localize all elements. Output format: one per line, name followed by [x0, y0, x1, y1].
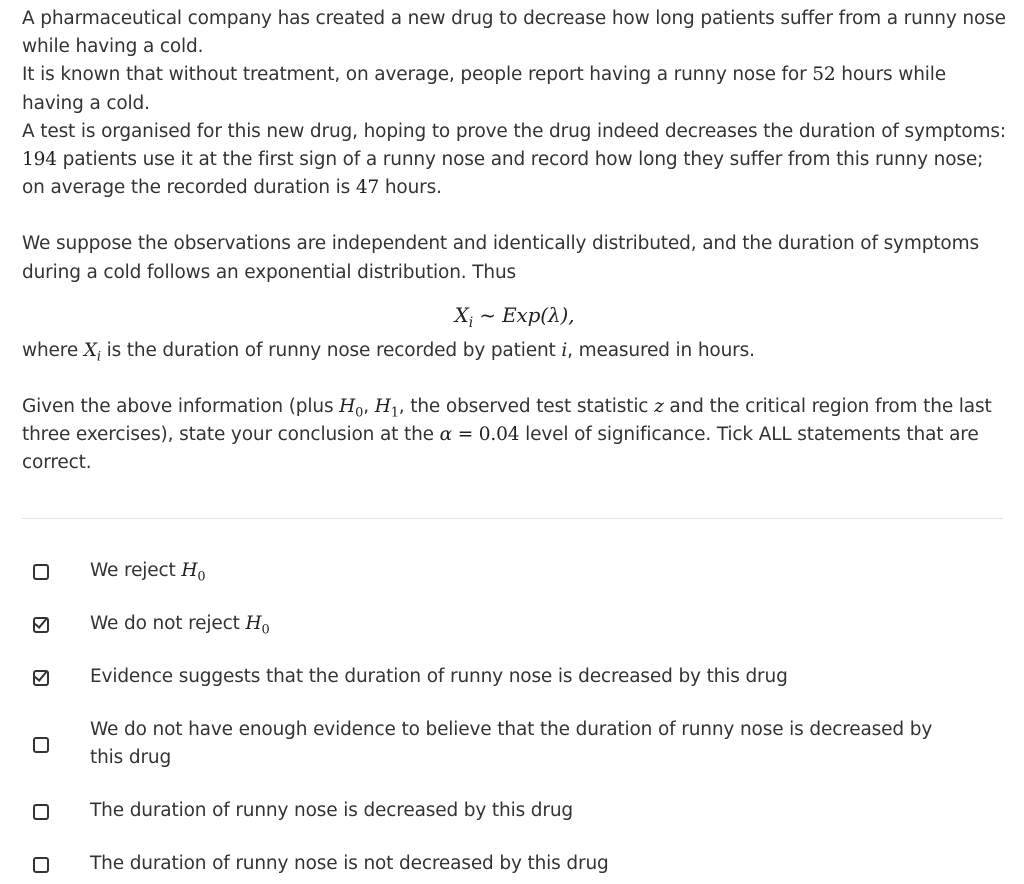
formula-distribution: Exp(λ), [502, 302, 575, 327]
option-text: We do not reject [90, 613, 246, 634]
alternative-hypothesis-symbol: H [374, 396, 391, 418]
question-paragraph-1 [22, 5, 1007, 61]
option-label[interactable] [90, 557, 940, 585]
checkbox-icon[interactable] [33, 857, 49, 873]
null-hypothesis-symbol: H [181, 560, 198, 581]
null-hypothesis-subscript: 0 [197, 569, 206, 585]
checkbox-icon[interactable] [33, 737, 49, 753]
check-mark-icon [34, 668, 47, 682]
variable-x: X [83, 339, 97, 361]
question-paragraph-3-text-end: hours. [379, 177, 442, 199]
option-not-enough-evidence[interactable] [0, 716, 1024, 774]
null-hypothesis-symbol: H [339, 396, 356, 418]
null-hypothesis-symbol: H [245, 613, 262, 634]
option-label[interactable]: We do not have enough evidence to believe that the duration of runny nose is decreased by this drug [90, 719, 933, 769]
question-paragraph-4 [22, 230, 1007, 286]
alpha-value: = 0.04 [451, 424, 520, 446]
patient-count-value: 194 [22, 149, 57, 171]
question-paragraph-5-text-mid: is the duration of runny nose recorded by patient [100, 339, 562, 361]
option-label[interactable]: The duration of runny nose is decreased by this drug [90, 800, 574, 821]
question-paragraph-2-text-end: hours while having a cold. [22, 64, 947, 114]
untreated-duration-value: 52 [812, 64, 836, 86]
question-paragraph-5-text: where [22, 339, 84, 361]
question-paragraph-6-text: Given the above information (plus [22, 396, 340, 418]
null-hypothesis-subscript: 0 [261, 622, 270, 638]
hypothesis-separator: , [363, 396, 375, 418]
question-paragraph-6-text-end: level of significance. Tick ALL statements that are correct. [22, 424, 979, 474]
variable-x-subscript: i [96, 349, 101, 365]
checkbox-icon[interactable] [33, 564, 49, 580]
option-is-not-decreased[interactable] [0, 850, 1024, 880]
test-statistic-symbol: z [654, 396, 664, 418]
formula-subscript: i [468, 314, 474, 331]
distribution-formula [22, 301, 1007, 329]
question-paragraph-1-text: A pharmaceutical company has created a new drug to decrease how long patients suffer from a runny nose while having a cold. [22, 8, 1006, 58]
formula-operator: ~ [473, 302, 503, 327]
option-do-not-reject-h0[interactable] [0, 610, 1024, 640]
question-paragraph-2-text: It is known that without treatment, on average, people report having a runny nose for [22, 64, 813, 86]
option-label[interactable] [90, 610, 940, 638]
option-evidence-decreased[interactable] [0, 663, 1024, 693]
checkbox-icon[interactable] [33, 670, 49, 686]
question-paragraph-5 [22, 337, 1007, 365]
alpha-symbol: α [439, 424, 452, 446]
option-reject-h0[interactable] [0, 557, 1024, 587]
formula-variable: X [454, 302, 469, 327]
treated-duration-value: 47 [355, 177, 380, 199]
checkbox-icon[interactable] [33, 617, 49, 633]
question-paragraph-3 [22, 118, 1007, 203]
null-hypothesis-subscript: 0 [355, 405, 364, 421]
question-paragraph-6-text-mid-2: and the critical region from the last three exercises), state your conclusion at the [22, 396, 992, 446]
question-paragraph-5-text-end: , measured in hours. [567, 339, 755, 361]
question-paragraph-3-text: A test is organised for this new drug, hoping to prove the drug indeed decreases the duration of symptoms: [22, 120, 1006, 142]
question-text [22, 5, 1007, 478]
divider [22, 518, 1003, 519]
option-is-decreased[interactable] [0, 797, 1024, 827]
alternative-hypothesis-subscript: 1 [390, 405, 399, 421]
check-mark-icon [34, 615, 47, 629]
checkbox-icon[interactable] [33, 804, 49, 820]
question-paragraph-3-text-mid: patients use it at the first sign of a runny nose and record how long they suffer from this runny nose; on average the recorded duration is [22, 149, 984, 199]
question-paragraph-6-text-mid: , the observed test statistic [398, 396, 655, 418]
variable-i: i [561, 339, 568, 361]
option-text: We reject [90, 560, 182, 581]
option-label[interactable]: The duration of runny nose is not decreased by this drug [90, 853, 609, 874]
option-label[interactable]: Evidence suggests that the duration of runny nose is decreased by this drug [90, 666, 788, 687]
question-paragraph-4-text: We suppose the observations are independent and identically distributed, and the duration of symptoms during a cold follows an exponential distribution. Thus [22, 233, 979, 283]
question-paragraph-2 [22, 61, 1007, 117]
question-paragraph-6 [22, 393, 1007, 478]
